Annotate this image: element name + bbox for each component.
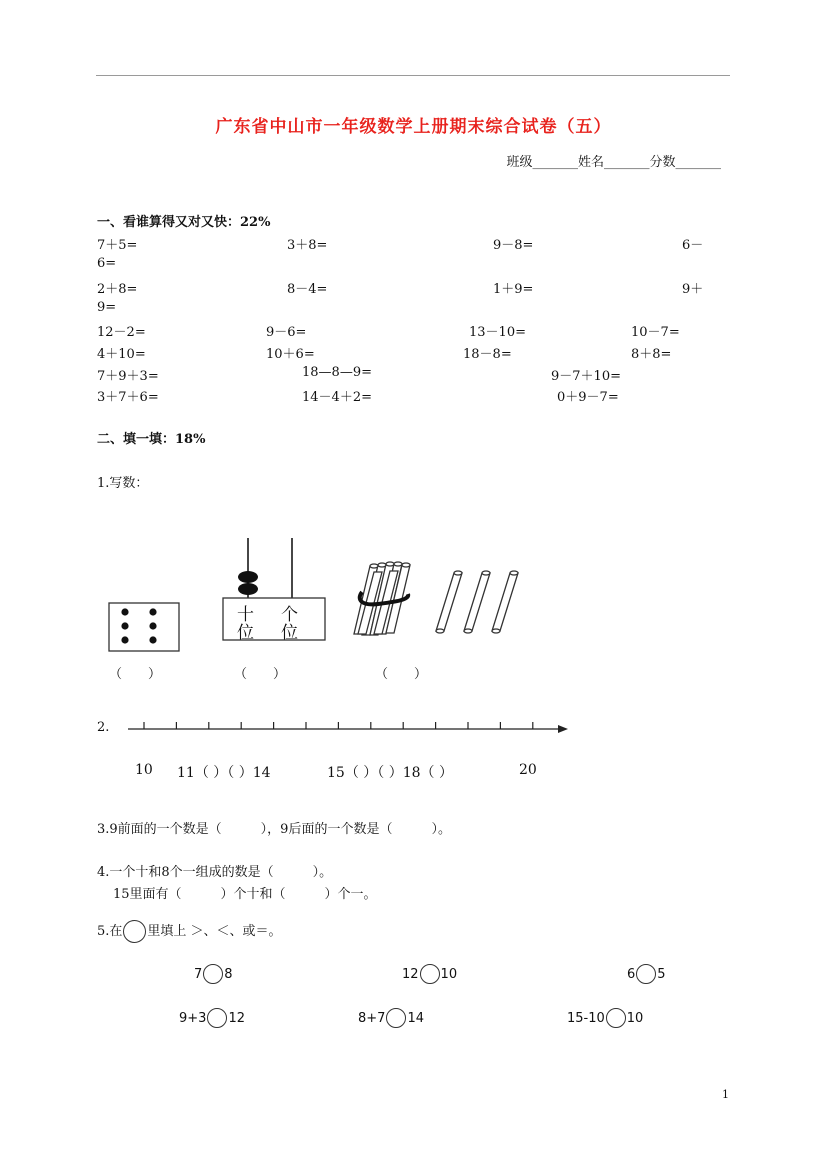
numberline-label: 10 [135, 762, 153, 778]
section2-heading: 二、填一填：18% [97, 432, 206, 447]
abacus-tens-label: 十 [237, 605, 254, 625]
dot-card-figure [108, 602, 180, 652]
comparison-left: 7 [194, 967, 203, 982]
equation: 7＋9＋3= [97, 369, 159, 384]
comparison-right: 10 [626, 1011, 644, 1026]
student-info-line: 班级_______姓名_______分数_______ [506, 155, 721, 170]
answer-blank-1: （ ） [109, 667, 162, 682]
comparison-left: 6 [627, 967, 636, 982]
equation: 13－10= [469, 325, 526, 340]
q2-label: 2. [97, 720, 110, 735]
answer-blank-2: （ ） [234, 667, 287, 682]
comparison-item [402, 964, 457, 984]
comparison-right: 10 [440, 967, 458, 982]
section1-heading: 一、看谁算得又对又快：22% [97, 215, 271, 230]
comparison-item [194, 964, 233, 984]
equation: 1＋9= [493, 282, 534, 297]
numberline-label: 20 [519, 762, 537, 778]
comparison-right: 14 [407, 1011, 424, 1026]
comparison-item [567, 1008, 643, 1028]
equation: 9－8= [493, 238, 534, 253]
abacus-ones-sub-label: 位 [281, 623, 298, 643]
q4-text-line1: 4.一个十和8个一组成的数是（ ）。 [97, 865, 333, 880]
stick-bundle-figure [348, 560, 418, 640]
equation: 14－4＋2= [302, 390, 372, 405]
equation: 8＋8= [631, 347, 672, 362]
answer-circle[interactable] [636, 964, 656, 984]
equation: 12－2= [97, 325, 146, 340]
comparison-left: 15-10 [567, 1011, 605, 1026]
page-title: 广东省中山市一年级数学上册期末综合试卷（五） [215, 117, 612, 137]
answer-circle[interactable] [203, 964, 223, 984]
answer-circle[interactable] [606, 1008, 626, 1028]
equation: 8－4= [287, 282, 328, 297]
equation: 9＋ [682, 282, 704, 297]
q4-text-line2: 15里面有（ ）个十和（ ）个一。 [113, 887, 377, 902]
comparison-right: 5 [657, 967, 666, 982]
answer-circle[interactable] [207, 1008, 227, 1028]
q3-text: 3.9前面的一个数是（ ），9后面的一个数是（ ）。 [97, 822, 451, 837]
equation: 3＋8= [287, 238, 328, 253]
q5-prefix: 5.在 [97, 924, 123, 939]
answer-circle[interactable] [386, 1008, 406, 1028]
abacus-tens-sub-label: 位 [237, 623, 254, 643]
number-line [128, 718, 573, 740]
page-number: 1 [722, 1088, 729, 1101]
numberline-label: 15（ ）（ ）18（ ） [327, 765, 453, 781]
equation: 7＋5= [97, 238, 138, 253]
q1-label: 1.写数： [97, 476, 149, 491]
equation: 3＋7＋6= [97, 390, 159, 405]
equation: 10＋6= [266, 347, 315, 362]
equation: 2＋8= [97, 282, 138, 297]
comparison-left: 9+3 [179, 1011, 207, 1026]
comparison-left: 8+7 [358, 1011, 386, 1026]
q5-suffix: 里填上 ＞、＜、或＝。 [147, 924, 282, 939]
equation: 18—8—9= [302, 365, 372, 380]
comparison-item [358, 1008, 424, 1028]
equation: 18－8= [463, 347, 512, 362]
equation: 10－7= [631, 325, 680, 340]
numberline-label: 11（ ）（ ）14 [177, 765, 271, 781]
equation: 9－6= [266, 325, 307, 340]
number-line-arrow [558, 725, 568, 733]
single-sticks-figure [432, 570, 524, 636]
comparison-right: 12 [228, 1011, 245, 1026]
comparison-item [627, 964, 666, 984]
answer-circle[interactable] [420, 964, 440, 984]
abacus-ones-label: 个 [281, 605, 298, 625]
equation: 9－7＋10= [551, 369, 621, 384]
comparison-item [179, 1008, 245, 1028]
equation: 6－ [682, 238, 704, 253]
comparison-left: 12 [402, 967, 419, 982]
equation: 4＋10= [97, 347, 146, 362]
comparison-right: 8 [224, 967, 233, 982]
equation: 9= [97, 300, 117, 315]
circle-icon [123, 920, 146, 943]
q5-instruction [97, 920, 282, 943]
answer-blank-3: （ ） [375, 667, 428, 682]
equation: 0＋9－7= [557, 390, 619, 405]
header-rule [96, 75, 730, 76]
equation: 6= [97, 256, 117, 271]
